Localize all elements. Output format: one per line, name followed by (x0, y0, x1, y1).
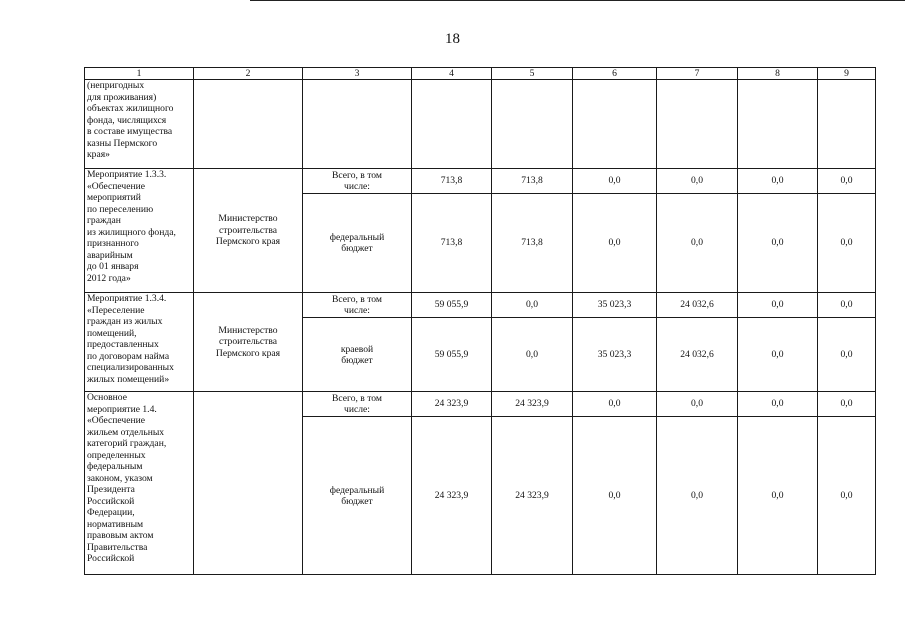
funding-source: федеральный бюджет (303, 417, 412, 575)
value-cell: 35 023,3 (573, 318, 657, 392)
funding-source: Всего, в том числе: (303, 169, 412, 194)
value-cell: 0,0 (657, 392, 738, 417)
value-cell: 0,0 (657, 194, 738, 293)
column-header: 3 (303, 68, 412, 80)
value-cell: 0,0 (492, 318, 573, 392)
table-row (85, 293, 876, 318)
value-cell: 24 323,9 (492, 417, 573, 575)
measure-description: Мероприятие 1.3.4. «Переселение граждан из жилых помещений, предоставленных по договорам найма специализированных жилых помещений» (85, 293, 194, 392)
empty-cell (492, 80, 573, 169)
measure-description: Основное мероприятие 1.4. «Обеспечение жильем отдельных категорий граждан, определенных федеральным законом, указом Президента Российской Федерации, нормативным правовым актом Правительства Российской (85, 392, 194, 575)
value-cell: 0,0 (573, 194, 657, 293)
executor-cell: Министерство строительства Пермского края (194, 293, 303, 392)
table-row (85, 169, 876, 194)
empty-cell (412, 80, 492, 169)
empty-cell (818, 80, 876, 169)
value-cell: 0,0 (573, 392, 657, 417)
column-header: 7 (657, 68, 738, 80)
funding-source: краевой бюджет (303, 318, 412, 392)
column-header: 1 (85, 68, 194, 80)
value-cell: 0,0 (657, 417, 738, 575)
measure-description: Мероприятие 1.3.3. «Обеспечение мероприятий по переселению граждан из жилищного фонда, признанного аварийным до 01 января 2012 года» (85, 169, 194, 293)
value-cell: 0,0 (492, 293, 573, 318)
value-cell: 0,0 (818, 318, 876, 392)
table-row (85, 80, 876, 169)
column-header: 5 (492, 68, 573, 80)
value-cell: 0,0 (818, 194, 876, 293)
measure-description: (непригодных для проживания) объектах жилищного фонда, числящихся в составе имущества казны Пермского края» (85, 80, 194, 169)
value-cell: 0,0 (738, 293, 818, 318)
column-header: 4 (412, 68, 492, 80)
funding-source: федеральный бюджет (303, 194, 412, 293)
empty-cell (738, 80, 818, 169)
value-cell: 35 023,3 (573, 293, 657, 318)
value-cell: 59 055,9 (412, 318, 492, 392)
value-cell: 0,0 (818, 417, 876, 575)
program-table (84, 67, 876, 575)
value-cell: 0,0 (738, 194, 818, 293)
value-cell: 0,0 (573, 417, 657, 575)
funding-source: Всего, в том числе: (303, 293, 412, 318)
value-cell: 0,0 (738, 169, 818, 194)
empty-cell (194, 80, 303, 169)
value-cell: 0,0 (818, 392, 876, 417)
column-header: 9 (818, 68, 876, 80)
value-cell: 0,0 (738, 318, 818, 392)
empty-cell (657, 80, 738, 169)
value-cell: 0,0 (738, 417, 818, 575)
value-cell: 24 323,9 (412, 417, 492, 575)
page-number: 18 (445, 31, 460, 47)
column-header: 2 (194, 68, 303, 80)
value-cell: 59 055,9 (412, 293, 492, 318)
value-cell: 24 032,6 (657, 318, 738, 392)
value-cell: 713,8 (412, 194, 492, 293)
table-row (85, 392, 876, 417)
value-cell: 713,8 (412, 169, 492, 194)
value-cell: 24 323,9 (492, 392, 573, 417)
value-cell: 713,8 (492, 169, 573, 194)
value-cell: 713,8 (492, 194, 573, 293)
column-header: 8 (738, 68, 818, 80)
value-cell: 0,0 (818, 169, 876, 194)
funding-source: Всего, в том числе: (303, 392, 412, 417)
empty-cell (573, 80, 657, 169)
executor-cell (194, 392, 303, 575)
executor-cell: Министерство строительства Пермского края (194, 169, 303, 293)
value-cell: 24 032,6 (657, 293, 738, 318)
value-cell: 24 323,9 (412, 392, 492, 417)
column-number-row (85, 68, 876, 80)
value-cell: 0,0 (818, 293, 876, 318)
value-cell: 0,0 (738, 392, 818, 417)
top-rule (250, 0, 905, 1)
column-header: 6 (573, 68, 657, 80)
value-cell: 0,0 (657, 169, 738, 194)
value-cell: 0,0 (573, 169, 657, 194)
empty-cell (303, 80, 412, 169)
